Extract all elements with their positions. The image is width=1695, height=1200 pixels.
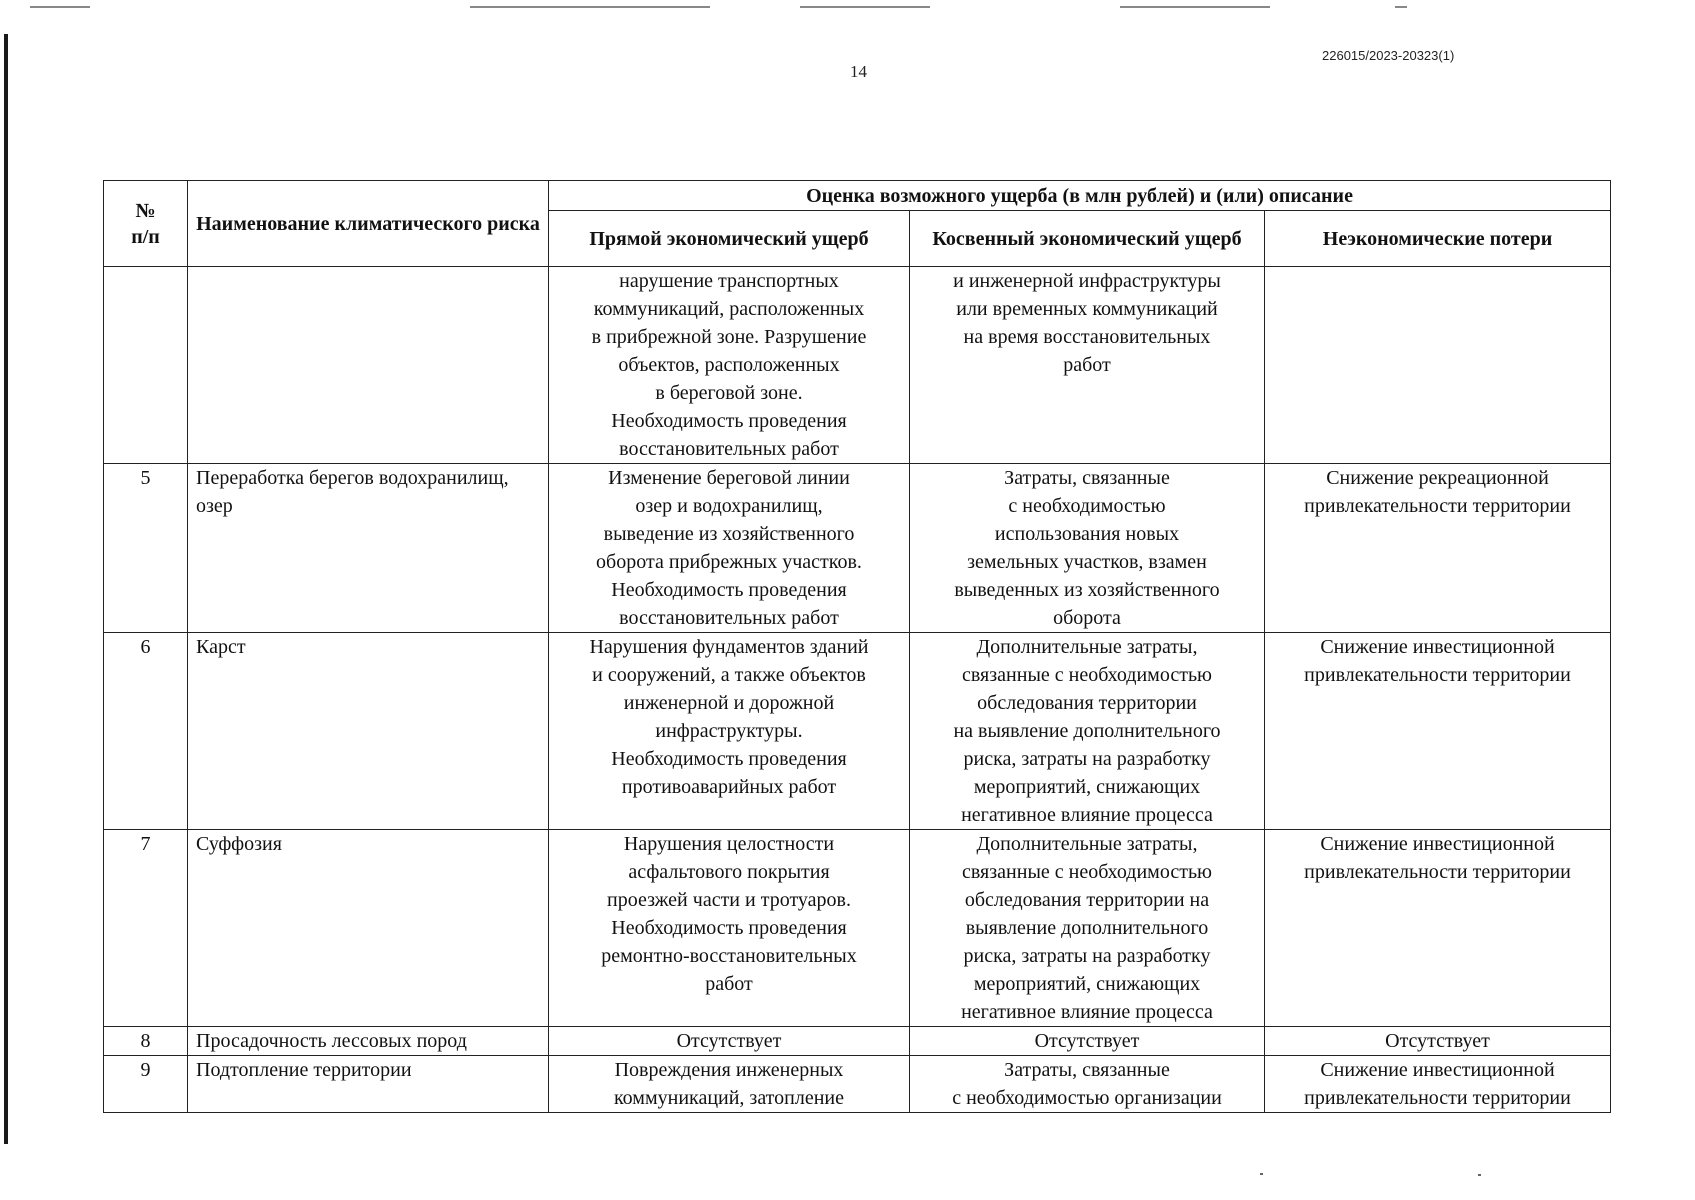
header-direct-damage: Прямой экономический ущерб bbox=[549, 211, 910, 267]
header-indirect-damage: Косвенный экономический ущерб bbox=[910, 211, 1265, 267]
table-row bbox=[104, 633, 1611, 830]
risk-name: Переработка берегов водохранилищ, озер bbox=[188, 464, 549, 633]
scan-artifact bbox=[30, 6, 90, 8]
non-economic-losses: Отсутствует bbox=[1265, 1027, 1611, 1056]
indirect-damage: Дополнительные затраты, связанные с необходимостью обследования территории на выявление дополнительного риска, затраты на разработку мероприятий, снижающих негативное влияние процесса bbox=[910, 633, 1265, 830]
indirect-damage: Отсутствует bbox=[910, 1027, 1265, 1056]
non-economic-losses: Снижение инвестиционной привлекательности территории bbox=[1265, 830, 1611, 1027]
non-economic-losses bbox=[1265, 267, 1611, 464]
indirect-damage: Затраты, связанные с необходимостью организации bbox=[910, 1056, 1265, 1113]
scan-artifact bbox=[1478, 1174, 1481, 1176]
table-header bbox=[104, 181, 1611, 267]
table-row bbox=[104, 1027, 1611, 1056]
row-number: 6 bbox=[104, 633, 188, 830]
scan-artifact bbox=[470, 6, 710, 8]
table-row bbox=[104, 464, 1611, 633]
row-number: 5 bbox=[104, 464, 188, 633]
non-economic-losses: Снижение инвестиционной привлекательности территории bbox=[1265, 1056, 1611, 1113]
table-body bbox=[104, 267, 1611, 1113]
scan-artifact bbox=[1260, 1173, 1263, 1175]
table-row bbox=[104, 1056, 1611, 1113]
row-number bbox=[104, 267, 188, 464]
header-num: № п/п bbox=[104, 181, 188, 267]
scan-artifact bbox=[1395, 6, 1407, 8]
risk-table bbox=[103, 180, 1611, 1113]
risk-name: Подтопление территории bbox=[188, 1056, 549, 1113]
direct-damage: Повреждения инженерных коммуникаций, затопление bbox=[549, 1056, 910, 1113]
direct-damage: Отсутствует bbox=[549, 1027, 910, 1056]
non-economic-losses: Снижение инвестиционной привлекательности территории bbox=[1265, 633, 1611, 830]
indirect-damage: и инженерной инфраструктуры или временных коммуникаций на время восстановительных работ bbox=[910, 267, 1265, 464]
risk-name: Карст bbox=[188, 633, 549, 830]
non-economic-losses: Снижение рекреационной привлекательности территории bbox=[1265, 464, 1611, 633]
row-number: 9 bbox=[104, 1056, 188, 1113]
table-row bbox=[104, 830, 1611, 1027]
direct-damage: Нарушения целостности асфальтового покрытия проезжей части и тротуаров. Необходимость проведения ремонтно-восстановительных работ bbox=[549, 830, 910, 1027]
table-row bbox=[104, 267, 1611, 464]
header-damage-assessment: Оценка возможного ущерба (в млн рублей) и (или) описание bbox=[549, 181, 1611, 211]
scan-artifact bbox=[800, 6, 930, 8]
risk-name: Просадочность лессовых пород bbox=[188, 1027, 549, 1056]
header-non-economic-losses: Неэкономические потери bbox=[1265, 211, 1611, 267]
scan-artifact bbox=[1120, 6, 1270, 8]
document-id: 226015/2023-20323(1) bbox=[1322, 48, 1455, 63]
header-risk-name: Наименование климатического риска bbox=[188, 181, 549, 267]
direct-damage: Изменение береговой линии озер и водохранилищ, выведение из хозяйственного оборота прибрежных участков. Необходимость проведения восстановительных работ bbox=[549, 464, 910, 633]
page-number: 14 bbox=[850, 62, 867, 81]
indirect-damage: Затраты, связанные с необходимостью использования новых земельных участков, взамен выведенных из хозяйственного оборота bbox=[910, 464, 1265, 633]
row-number: 8 bbox=[104, 1027, 188, 1056]
direct-damage: Нарушения фундаментов зданий и сооружений, а также объектов инженерной и дорожной инфраструктуры. Необходимость проведения противоаварийных работ bbox=[549, 633, 910, 830]
risk-name: Суффозия bbox=[188, 830, 549, 1027]
scan-edge bbox=[4, 34, 8, 1144]
direct-damage: нарушение транспортных коммуникаций, расположенных в прибрежной зоне. Разрушение объектов, расположенных в береговой зоне. Необходимость проведения восстановительных работ bbox=[549, 267, 910, 464]
row-number: 7 bbox=[104, 830, 188, 1027]
indirect-damage: Дополнительные затраты, связанные с необходимостью обследования территории на выявление дополнительного риска, затраты на разработку мероприятий, снижающих негативное влияние процесса bbox=[910, 830, 1265, 1027]
risk-name bbox=[188, 267, 549, 464]
